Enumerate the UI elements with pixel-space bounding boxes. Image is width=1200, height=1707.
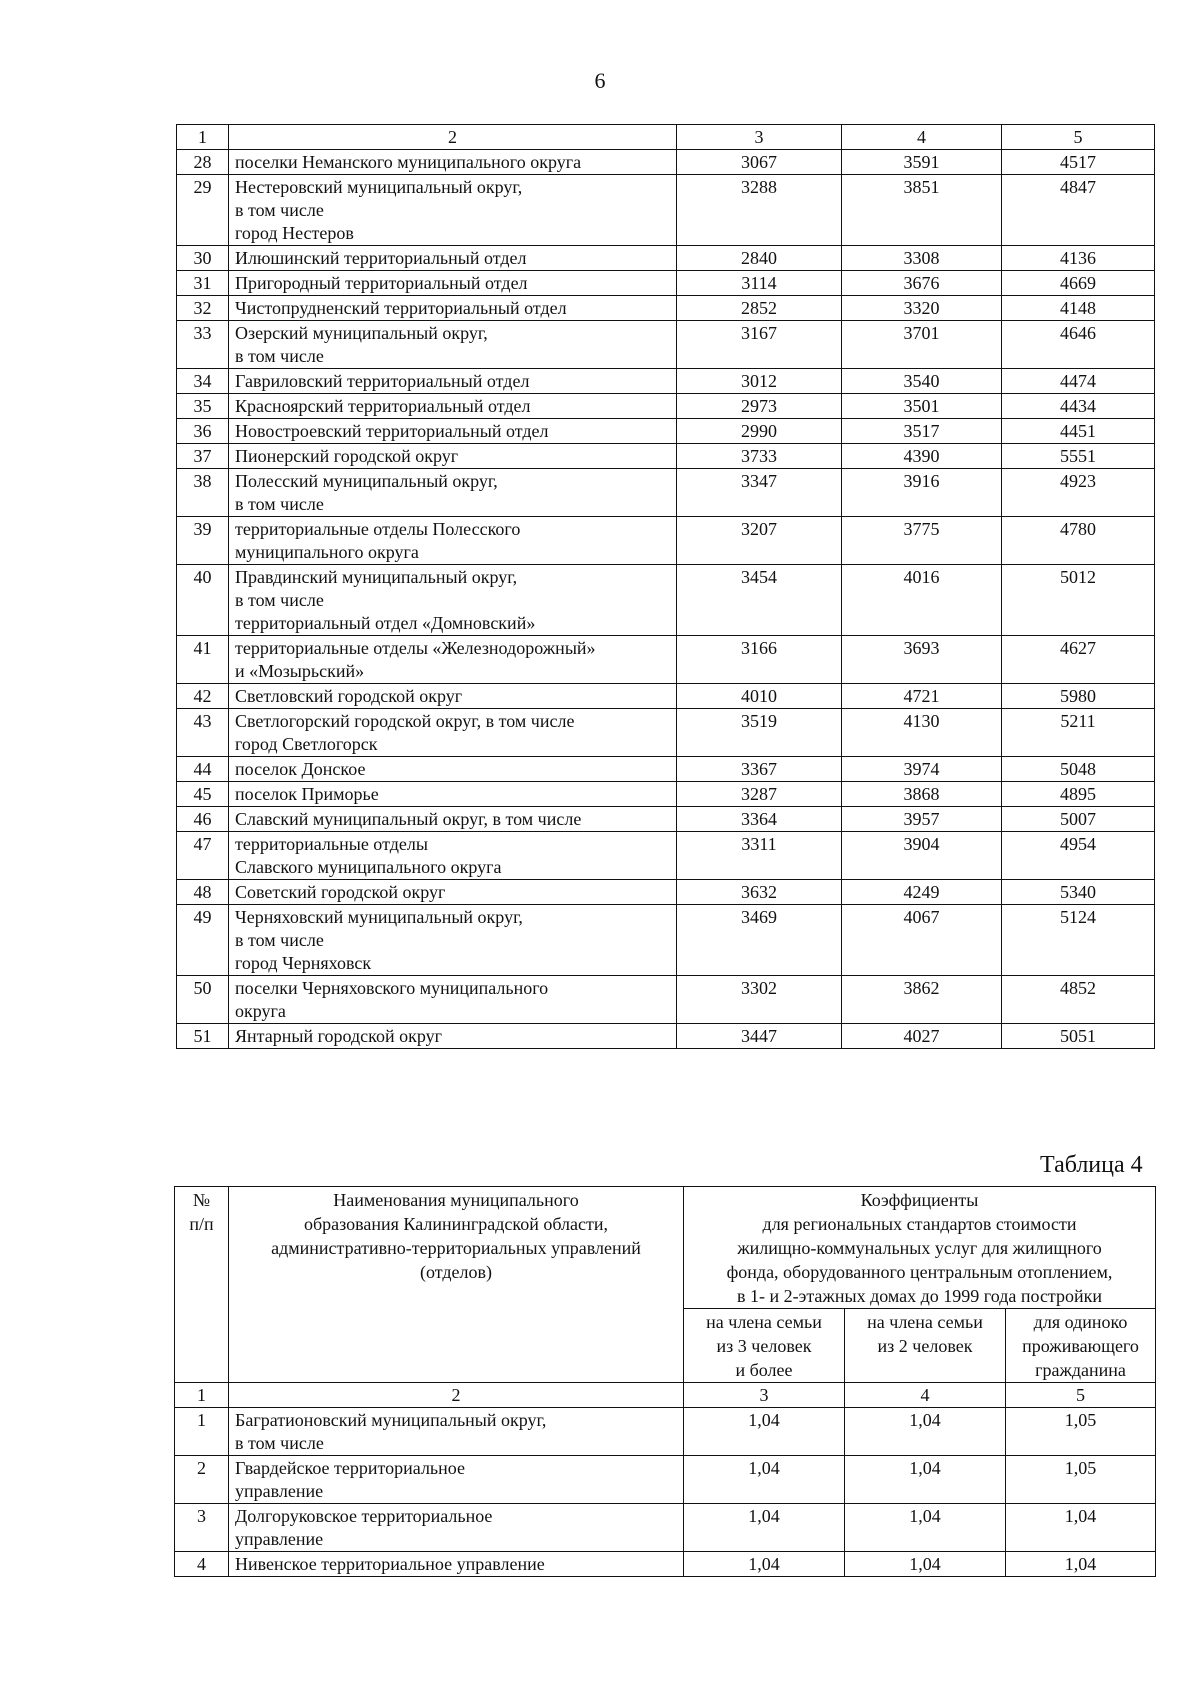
column-number: 1: [175, 1383, 229, 1408]
row-number: 28: [177, 150, 229, 175]
value-col-3: 3347: [677, 469, 842, 517]
table-row: [177, 1024, 1155, 1049]
table-row: [177, 369, 1155, 394]
value-col-3: 1,04: [684, 1504, 845, 1552]
value-col-5: 5211: [1002, 709, 1155, 757]
region-name: [229, 757, 677, 782]
table-row: [177, 271, 1155, 296]
value-col-4: 3501: [842, 394, 1002, 419]
value-col-4: 3775: [842, 517, 1002, 565]
column-number: 2: [229, 1383, 684, 1408]
value-col-5: 5980: [1002, 684, 1155, 709]
value-col-3: 3367: [677, 757, 842, 782]
table-row: [177, 296, 1155, 321]
value-col-4: 3517: [842, 419, 1002, 444]
table-row: [177, 444, 1155, 469]
row-number: 51: [177, 1024, 229, 1049]
value-col-3: 3469: [677, 905, 842, 976]
region-name: [229, 175, 677, 246]
table-row: [177, 246, 1155, 271]
region-name-line: Славского муниципального округа: [235, 857, 502, 877]
row-number: 40: [177, 565, 229, 636]
table-row: [177, 807, 1155, 832]
table-row: [175, 1504, 1156, 1552]
row-number: 45: [177, 782, 229, 807]
data-table-top: [176, 124, 1155, 1049]
region-name-line: Красноярский территориальный отдел: [235, 396, 531, 416]
region-name-line: Чистопрудненский территориальный отдел: [235, 298, 567, 318]
table-row: [177, 832, 1155, 880]
region-name-line: Светловский городской округ: [235, 686, 463, 706]
region-name-line: Новостроевский территориальный отдел: [235, 421, 549, 441]
value-col-3: 3012: [677, 369, 842, 394]
value-col-5: 4669: [1002, 271, 1155, 296]
value-col-5: 4148: [1002, 296, 1155, 321]
column-number-row: [177, 125, 1155, 150]
value-col-5: 4847: [1002, 175, 1155, 246]
value-col-4: 3851: [842, 175, 1002, 246]
region-name: [229, 1408, 684, 1456]
value-col-4: 4249: [842, 880, 1002, 905]
region-name-line: муниципального округа: [235, 542, 419, 562]
region-name: [229, 807, 677, 832]
region-name-line: Долгоруковское территориальное: [235, 1506, 493, 1526]
region-name: [229, 1504, 684, 1552]
row-number: 42: [177, 684, 229, 709]
region-name-line: поселки Неманского муниципального округа: [235, 152, 582, 172]
region-name: [229, 444, 677, 469]
value-col-4: 3904: [842, 832, 1002, 880]
row-number: 47: [177, 832, 229, 880]
header-line: административно-территориальных управлений: [271, 1238, 641, 1258]
region-name-line: Нивенское территориальное управление: [235, 1554, 545, 1574]
region-name-line: Светлогорский городской округ, в том числе: [235, 711, 575, 731]
region-name-line: Пионерский городской округ: [235, 446, 459, 466]
header-coefficients: [684, 1187, 1156, 1309]
row-number: 44: [177, 757, 229, 782]
header-line: гражданина: [1035, 1360, 1126, 1380]
value-col-4: 4016: [842, 565, 1002, 636]
region-name-line: город Черняховск: [235, 953, 372, 973]
value-col-5: 5007: [1002, 807, 1155, 832]
region-name-line: Правдинский муниципальный округ,: [235, 567, 518, 587]
page-number: 6: [594, 68, 606, 93]
row-number: 39: [177, 517, 229, 565]
table-row: [177, 636, 1155, 684]
row-number: 29: [177, 175, 229, 246]
row-number: 34: [177, 369, 229, 394]
value-col-5: 5124: [1002, 905, 1155, 976]
table-row: [177, 757, 1155, 782]
value-col-5: 4136: [1002, 246, 1155, 271]
value-col-5: 4517: [1002, 150, 1155, 175]
header-row: [175, 1187, 1156, 1309]
value-col-4: 1,04: [845, 1408, 1006, 1456]
row-number: 41: [177, 636, 229, 684]
region-name-line: в том числе: [235, 590, 324, 610]
value-col-3: 3167: [677, 321, 842, 369]
table-row: [177, 175, 1155, 246]
region-name: [229, 1456, 684, 1504]
value-col-3: 1,04: [684, 1552, 845, 1577]
value-col-4: 3916: [842, 469, 1002, 517]
value-col-3: 4010: [677, 684, 842, 709]
column-number: 4: [845, 1383, 1006, 1408]
region-name-line: территориальные отделы: [235, 834, 428, 854]
value-col-5: 4923: [1002, 469, 1155, 517]
region-name: [229, 709, 677, 757]
region-name: [229, 832, 677, 880]
table-row: [177, 905, 1155, 976]
region-name-line: в том числе: [235, 930, 324, 950]
value-col-5: 5012: [1002, 565, 1155, 636]
value-col-3: 3288: [677, 175, 842, 246]
table-row: [177, 565, 1155, 636]
value-col-5: 4895: [1002, 782, 1155, 807]
value-col-3: 3733: [677, 444, 842, 469]
table-row: [177, 517, 1155, 565]
value-col-5: 4646: [1002, 321, 1155, 369]
row-number: 49: [177, 905, 229, 976]
table-row: [177, 684, 1155, 709]
region-name-line: территориальные отделы «Железнодорожный»: [235, 638, 596, 658]
region-name-line: Илюшинский территориальный отдел: [235, 248, 527, 268]
region-name: [229, 1552, 684, 1577]
value-col-4: 1,04: [845, 1552, 1006, 1577]
region-name-line: Полесский муниципальный округ,: [235, 471, 498, 491]
region-name-line: территориальные отделы Полесского: [235, 519, 521, 539]
value-col-3: 2840: [677, 246, 842, 271]
region-name: [229, 782, 677, 807]
value-col-3: 3287: [677, 782, 842, 807]
header-line: для одиноко: [1033, 1312, 1128, 1332]
region-name: [229, 517, 677, 565]
region-name-line: город Светлогорск: [235, 734, 378, 754]
value-col-3: 3302: [677, 976, 842, 1024]
region-name-line: Славский муниципальный округ, в том числе: [235, 809, 582, 829]
value-col-4: 4130: [842, 709, 1002, 757]
value-col-4: 1,04: [845, 1456, 1006, 1504]
table-row: [175, 1408, 1156, 1456]
row-number: 48: [177, 880, 229, 905]
header-number: [175, 1187, 229, 1383]
region-name-line: округа: [235, 1001, 286, 1021]
table-row: [177, 469, 1155, 517]
value-col-4: 3693: [842, 636, 1002, 684]
value-col-5: 4954: [1002, 832, 1155, 880]
value-col-5: 4451: [1002, 419, 1155, 444]
value-col-4: 3862: [842, 976, 1002, 1024]
value-col-4: 1,04: [845, 1504, 1006, 1552]
header-line: для региональных стандартов стоимости: [762, 1214, 1077, 1234]
column-number: 1: [177, 125, 229, 150]
value-col-5: 5340: [1002, 880, 1155, 905]
header-line: на члена семьи: [706, 1312, 822, 1332]
column-number: 4: [842, 125, 1002, 150]
value-col-3: 3207: [677, 517, 842, 565]
value-col-5: 4434: [1002, 394, 1155, 419]
subheader-single: [1006, 1309, 1156, 1383]
table-row: [177, 321, 1155, 369]
row-number: 2: [175, 1456, 229, 1504]
table-row: [177, 394, 1155, 419]
value-col-3: 3632: [677, 880, 842, 905]
value-col-3: 3114: [677, 271, 842, 296]
value-col-4: 3591: [842, 150, 1002, 175]
region-name-line: Багратионовский муниципальный округ,: [235, 1410, 547, 1430]
region-name: [229, 246, 677, 271]
header-line: в 1- и 2-этажных домах до 1999 года постройки: [736, 1286, 1103, 1306]
header-line: образования Калининградской области,: [303, 1214, 609, 1234]
region-name-line: территориальный отдел «Домновский»: [235, 613, 536, 633]
value-col-5: 4627: [1002, 636, 1155, 684]
value-col-3: 2852: [677, 296, 842, 321]
column-number: 5: [1002, 125, 1155, 150]
column-number: 3: [677, 125, 842, 150]
region-name-line: поселки Черняховского муниципального: [235, 978, 549, 998]
value-col-5: 1,04: [1006, 1552, 1156, 1577]
column-number: 2: [229, 125, 677, 150]
value-col-4: 3701: [842, 321, 1002, 369]
table-row: [177, 150, 1155, 175]
region-name: [229, 636, 677, 684]
region-name-line: в том числе: [235, 346, 324, 366]
row-number: 50: [177, 976, 229, 1024]
table-row: [177, 976, 1155, 1024]
region-name-line: Янтарный городской округ: [235, 1026, 442, 1046]
header-line: Наименования муниципального: [333, 1190, 579, 1210]
value-col-5: 4780: [1002, 517, 1155, 565]
region-name: [229, 394, 677, 419]
header-line: (отделов): [419, 1262, 492, 1282]
value-col-5: 4852: [1002, 976, 1155, 1024]
region-name: [229, 419, 677, 444]
value-col-4: 3540: [842, 369, 1002, 394]
value-col-4: 3868: [842, 782, 1002, 807]
region-name-line: управление: [235, 1529, 324, 1549]
region-name: [229, 565, 677, 636]
table-row: [177, 880, 1155, 905]
region-name: [229, 1024, 677, 1049]
row-number: 38: [177, 469, 229, 517]
region-name-line: город Нестеров: [235, 223, 354, 243]
row-number: 30: [177, 246, 229, 271]
header-line: п/п: [189, 1214, 214, 1234]
column-number: 5: [1006, 1383, 1156, 1408]
row-number: 46: [177, 807, 229, 832]
value-col-4: 3320: [842, 296, 1002, 321]
row-number: 43: [177, 709, 229, 757]
value-col-4: 4027: [842, 1024, 1002, 1049]
region-name-line: в том числе: [235, 494, 324, 514]
column-number-row: [175, 1383, 1156, 1408]
region-name: [229, 469, 677, 517]
value-col-3: 2973: [677, 394, 842, 419]
value-col-5: 4474: [1002, 369, 1155, 394]
region-name: [229, 880, 677, 905]
value-col-3: 3067: [677, 150, 842, 175]
value-col-4: 4390: [842, 444, 1002, 469]
region-name: [229, 369, 677, 394]
region-name-line: Пригородный территориальный отдел: [235, 273, 528, 293]
region-name-line: Черняховский муниципальный округ,: [235, 907, 523, 927]
region-name-line: поселок Приморье: [235, 784, 379, 804]
row-number: 37: [177, 444, 229, 469]
region-name-line: управление: [235, 1481, 324, 1501]
header-line: проживающего: [1022, 1336, 1139, 1356]
value-col-5: 5051: [1002, 1024, 1155, 1049]
header-line: и более: [735, 1360, 793, 1380]
subheader-2-persons: [845, 1309, 1006, 1383]
row-number: 33: [177, 321, 229, 369]
region-name: [229, 296, 677, 321]
table-row: [177, 709, 1155, 757]
value-col-5: 5551: [1002, 444, 1155, 469]
region-name-line: и «Мозырьский»: [235, 661, 365, 681]
row-number: 3: [175, 1504, 229, 1552]
header-line: Коэффициенты: [860, 1190, 979, 1210]
region-name-line: Озерский муниципальный округ,: [235, 323, 488, 343]
value-col-3: 3519: [677, 709, 842, 757]
value-col-3: 2990: [677, 419, 842, 444]
value-col-5: 1,05: [1006, 1408, 1156, 1456]
row-number: 1: [175, 1408, 229, 1456]
region-name-line: Гвардейское территориальное: [235, 1458, 465, 1478]
region-name: [229, 271, 677, 296]
region-name: [229, 905, 677, 976]
region-name-line: Гавриловский территориальный отдел: [235, 371, 530, 391]
row-number: 35: [177, 394, 229, 419]
subheader-3-persons: [684, 1309, 845, 1383]
value-col-3: 3311: [677, 832, 842, 880]
table-row: [175, 1552, 1156, 1577]
value-col-4: 3974: [842, 757, 1002, 782]
table-row: [175, 1456, 1156, 1504]
row-number: 32: [177, 296, 229, 321]
region-name: [229, 150, 677, 175]
header-line: из 2 человек: [877, 1336, 973, 1356]
region-name: [229, 976, 677, 1024]
row-number: 4: [175, 1552, 229, 1577]
value-col-3: 3166: [677, 636, 842, 684]
row-number: 36: [177, 419, 229, 444]
table-row: [177, 782, 1155, 807]
region-name-line: Нестеровский муниципальный округ,: [235, 177, 523, 197]
region-name: [229, 321, 677, 369]
value-col-3: 3447: [677, 1024, 842, 1049]
coefficient-table: [174, 1186, 1156, 1577]
value-col-5: 1,05: [1006, 1456, 1156, 1504]
header-line: на члена семьи: [867, 1312, 983, 1332]
value-col-3: 3364: [677, 807, 842, 832]
region-name-line: в том числе: [235, 200, 324, 220]
header-line: из 3 человек: [716, 1336, 812, 1356]
region-name-line: в том числе: [235, 1433, 324, 1453]
region-name-line: поселок Донское: [235, 759, 366, 779]
column-number: 3: [684, 1383, 845, 1408]
value-col-3: 1,04: [684, 1456, 845, 1504]
table-caption: Таблица 4: [1040, 1152, 1143, 1178]
header-line: фонда, оборудованного центральным отоплением,: [726, 1262, 1113, 1282]
table-row: [177, 419, 1155, 444]
value-col-4: 4067: [842, 905, 1002, 976]
header-name: [229, 1187, 684, 1383]
value-col-3: 1,04: [684, 1408, 845, 1456]
region-name: [229, 684, 677, 709]
value-col-4: 4721: [842, 684, 1002, 709]
value-col-3: 3454: [677, 565, 842, 636]
value-col-4: 3957: [842, 807, 1002, 832]
region-name-line: Советский городской округ: [235, 882, 446, 902]
header-line: №: [192, 1190, 211, 1210]
header-line: жилищно-коммунальных услуг для жилищного: [737, 1238, 1102, 1258]
row-number: 31: [177, 271, 229, 296]
value-col-5: 1,04: [1006, 1504, 1156, 1552]
value-col-4: 3308: [842, 246, 1002, 271]
value-col-5: 5048: [1002, 757, 1155, 782]
value-col-4: 3676: [842, 271, 1002, 296]
